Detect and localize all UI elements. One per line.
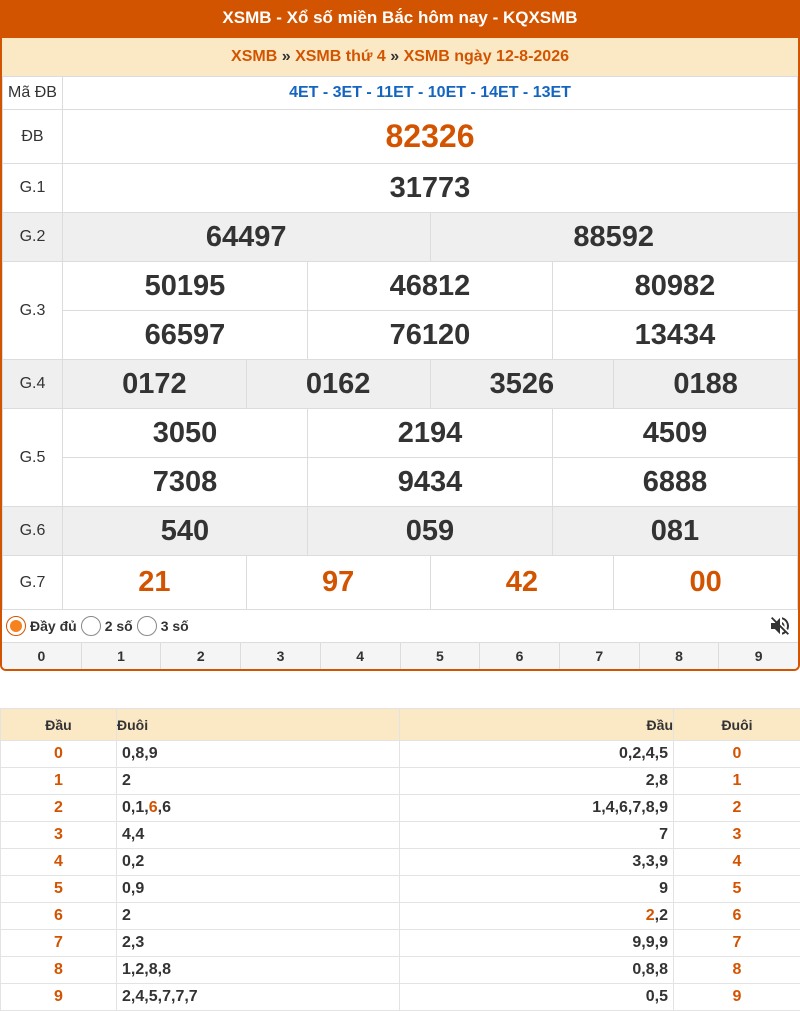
loto-duoi-list: 2,3 (117, 930, 400, 957)
loto-digit: 8 (149, 961, 158, 978)
prize-g4-number: 3526 (490, 368, 555, 400)
prize-g7-number: 21 (138, 566, 170, 598)
loto-duoi-list (117, 768, 400, 795)
page-title: XSMB - Xổ số miền Bắc hôm nay - KQXSMB (0, 0, 800, 38)
loto-digit: 9 (659, 799, 668, 816)
table-row (1, 984, 800, 1011)
loto-duoi-cell: 0 (674, 741, 800, 768)
loto-digit: 1 (592, 799, 601, 816)
loto-digit: 4 (135, 988, 144, 1005)
prize-g4-number: 0188 (673, 368, 738, 400)
table-row (1, 903, 800, 930)
prize-g7-number: 42 (506, 566, 538, 598)
label-g7: G.7 (3, 556, 63, 610)
option-two-digit-label: 2 số (105, 618, 133, 634)
loto-duoi-list: 0,8,9 (117, 741, 400, 768)
label-g2: G.2 (3, 213, 63, 262)
loto-header-dau: Đầu (400, 709, 674, 741)
loto-digit: 5 (149, 988, 158, 1005)
loto-digit: 3 (632, 853, 641, 870)
digit-filter-button[interactable]: 4 (320, 643, 400, 669)
option-three-digit-label: 3 số (161, 618, 189, 634)
loto-digit: 6 (149, 799, 158, 816)
loto-dau-cell: 1 (1, 768, 117, 795)
loto-digit: 3 (135, 934, 144, 951)
loto-duoi-list (117, 903, 400, 930)
loto-digit: 4 (135, 826, 144, 843)
loto-dau-cell: 6 (1, 903, 117, 930)
loto-digit: 9 (659, 880, 668, 897)
loto-digit: 0 (122, 799, 131, 816)
prize-g3-number: 50195 (145, 270, 226, 302)
digit-filter-button[interactable]: 7 (559, 643, 639, 669)
digit-filter-button[interactable]: 6 (479, 643, 559, 669)
loto-duoi-list: 2,4,5,7,7,7 (117, 984, 400, 1011)
loto-digit: 9 (149, 745, 158, 762)
breadcrumb-link-xsmb[interactable]: XSMB (231, 48, 277, 65)
loto-dau-list: 0,8,8 (400, 957, 674, 984)
prize-db-number: 82326 (386, 118, 475, 154)
loto-dau-cell: 8 (1, 957, 117, 984)
loto-table (0, 708, 800, 1011)
loto-digit: 1 (135, 799, 144, 816)
loto-digit: 4 (646, 745, 655, 762)
digit-filter-button[interactable]: 9 (718, 643, 798, 669)
loto-digit: 6 (619, 799, 628, 816)
breadcrumb (2, 38, 798, 76)
digit-filter-button[interactable]: 2 (160, 643, 240, 669)
label-db: ĐB (3, 110, 63, 164)
prize-g7-number: 97 (322, 566, 354, 598)
loto-digit: 4 (606, 799, 615, 816)
option-three-digit-radio[interactable] (137, 616, 189, 636)
loto-digit: 2 (646, 772, 655, 789)
loto-dau-list: 0,2,4,5 (400, 741, 674, 768)
loto-digit: 5 (659, 988, 668, 1005)
label-g1: G.1 (3, 164, 63, 213)
loto-dau-cell: 3 (1, 822, 117, 849)
table-row (1, 849, 800, 876)
loto-digit: 2 (659, 907, 668, 924)
breadcrumb-separator: » (282, 48, 291, 65)
loto-digit: 2 (135, 853, 144, 870)
label-g3: G.3 (3, 262, 63, 360)
loto-digit: 2 (646, 907, 655, 924)
breadcrumb-link-date[interactable]: XSMB ngày 12-8-2026 (404, 48, 569, 65)
loto-dau-cell: 2 (1, 795, 117, 822)
option-two-digit-radio[interactable] (81, 616, 133, 636)
loto-digit: 2 (632, 745, 641, 762)
loto-digit: 2 (122, 934, 131, 951)
loto-duoi-list: 0,1,6,6 (117, 795, 400, 822)
prize-g5-number: 7308 (153, 466, 218, 498)
digit-filter-button[interactable]: 0 (2, 643, 81, 669)
loto-digit: 4 (122, 826, 131, 843)
loto-dau-list: 2,2 (400, 903, 674, 930)
volume-mute-icon[interactable] (768, 614, 792, 638)
loto-duoi-cell: 9 (674, 984, 800, 1011)
table-row (1, 741, 800, 768)
loto-digit: 8 (646, 799, 655, 816)
loto-dau-list: 2,8 (400, 768, 674, 795)
loto-dau-list (400, 876, 674, 903)
loto-duoi-list: 0,2 (117, 849, 400, 876)
prize-g5-number: 6888 (643, 466, 708, 498)
loto-duoi-cell: 8 (674, 957, 800, 984)
loto-digit: 3 (646, 853, 655, 870)
loto-dau-cell: 7 (1, 930, 117, 957)
loto-digit: 7 (659, 826, 668, 843)
loto-dau-list: 1,4,6,7,8,9 (400, 795, 674, 822)
loto-duoi-list: 4,4 (117, 822, 400, 849)
option-full-radio[interactable] (6, 616, 77, 636)
prize-g5-number: 9434 (398, 466, 463, 498)
loto-digit: 0 (122, 880, 131, 897)
prize-g5-number: 3050 (153, 417, 218, 449)
loto-digit: 2 (122, 772, 131, 789)
breadcrumb-link-weekday[interactable]: XSMB thứ 4 (295, 48, 386, 65)
prize-g4-number: 0172 (122, 368, 187, 400)
table-row (1, 795, 800, 822)
prize-g6-number: 059 (406, 515, 454, 547)
loto-duoi-cell: 1 (674, 768, 800, 795)
loto-duoi-cell: 6 (674, 903, 800, 930)
loto-digit: 7 (162, 988, 171, 1005)
prize-g1-number: 31773 (390, 172, 471, 204)
prize-g2-number: 64497 (206, 221, 287, 253)
loto-digit: 8 (659, 772, 668, 789)
loto-dau-list (400, 822, 674, 849)
loto-digit: 6 (162, 799, 171, 816)
radio-indicator[interactable] (81, 616, 101, 636)
special-code-list: 4ET - 3ET - 11ET - 10ET - 14ET - 13ET (63, 77, 798, 110)
loto-digit: 9 (659, 853, 668, 870)
loto-header-duoi: Đuôi (117, 709, 400, 741)
loto-duoi-cell: 4 (674, 849, 800, 876)
loto-digit: 0 (632, 961, 641, 978)
display-options (2, 610, 798, 642)
prize-g6-number: 540 (161, 515, 209, 547)
loto-duoi-cell: 2 (674, 795, 800, 822)
label-g5: G.5 (3, 409, 63, 507)
prize-g2-number: 88592 (573, 221, 654, 253)
prize-g5-number: 2194 (398, 417, 463, 449)
prize-g3-number: 13434 (635, 319, 716, 351)
results-table (2, 76, 798, 610)
loto-digit: 7 (189, 988, 198, 1005)
digit-filter-button[interactable]: 5 (400, 643, 480, 669)
loto-digit: 7 (632, 799, 641, 816)
prize-g3-number: 46812 (390, 270, 471, 302)
loto-dau-list: 3,3,9 (400, 849, 674, 876)
digit-filter-button[interactable]: 8 (639, 643, 719, 669)
loto-digit: 9 (659, 934, 668, 951)
label-madb: Mã ĐB (3, 77, 63, 110)
table-row (1, 822, 800, 849)
loto-digit: 8 (659, 961, 668, 978)
loto-table-body (1, 741, 800, 1011)
loto-digit: 8 (646, 961, 655, 978)
loto-duoi-list: 0,9 (117, 876, 400, 903)
loto-duoi-cell: 3 (674, 822, 800, 849)
digit-filter-button[interactable]: 3 (240, 643, 320, 669)
prize-g4-number: 0162 (306, 368, 371, 400)
loto-digit: 9 (632, 934, 641, 951)
digit-filter-button[interactable]: 1 (81, 643, 161, 669)
digit-filter-bar (2, 642, 798, 669)
loto-digit: 2 (122, 907, 131, 924)
loto-header-duoi: Đuôi (674, 709, 800, 741)
table-row (1, 876, 800, 903)
loto-dau-list: 9,9,9 (400, 930, 674, 957)
radio-indicator[interactable] (6, 616, 26, 636)
prize-g6-number: 081 (651, 515, 699, 547)
option-full-label: Đầy đủ (30, 618, 77, 634)
prize-g3-number: 80982 (635, 270, 716, 302)
prize-g3-number: 76120 (390, 319, 471, 351)
loto-dau-cell: 5 (1, 876, 117, 903)
loto-digit: 9 (135, 880, 144, 897)
loto-digit: 2 (135, 961, 144, 978)
loto-dau-cell: 9 (1, 984, 117, 1011)
loto-digit: 0 (122, 853, 131, 870)
table-row (1, 930, 800, 957)
loto-digit: 8 (162, 961, 171, 978)
loto-digit: 2 (122, 988, 131, 1005)
loto-digit: 1 (122, 961, 131, 978)
loto-digit: 0 (122, 745, 131, 762)
loto-digit: 0 (619, 745, 628, 762)
radio-indicator[interactable] (137, 616, 157, 636)
prize-g3-number: 66597 (145, 319, 226, 351)
loto-dau-cell: 0 (1, 741, 117, 768)
loto-digit: 9 (646, 934, 655, 951)
table-row (1, 768, 800, 795)
loto-digit: 5 (659, 745, 668, 762)
label-g4: G.4 (3, 360, 63, 409)
loto-duoi-cell: 5 (674, 876, 800, 903)
prize-g5-number: 4509 (643, 417, 708, 449)
label-g6: G.6 (3, 507, 63, 556)
table-row (1, 957, 800, 984)
loto-dau-list: 0,5 (400, 984, 674, 1011)
loto-header-dau: Đầu (1, 709, 117, 741)
loto-digit: 7 (175, 988, 184, 1005)
prize-g7-number: 00 (689, 566, 721, 598)
loto-digit: 0 (646, 988, 655, 1005)
loto-digit: 8 (135, 745, 144, 762)
loto-duoi-list: 1,2,8,8 (117, 957, 400, 984)
loto-dau-cell: 4 (1, 849, 117, 876)
breadcrumb-separator: » (390, 48, 399, 65)
loto-duoi-cell: 7 (674, 930, 800, 957)
